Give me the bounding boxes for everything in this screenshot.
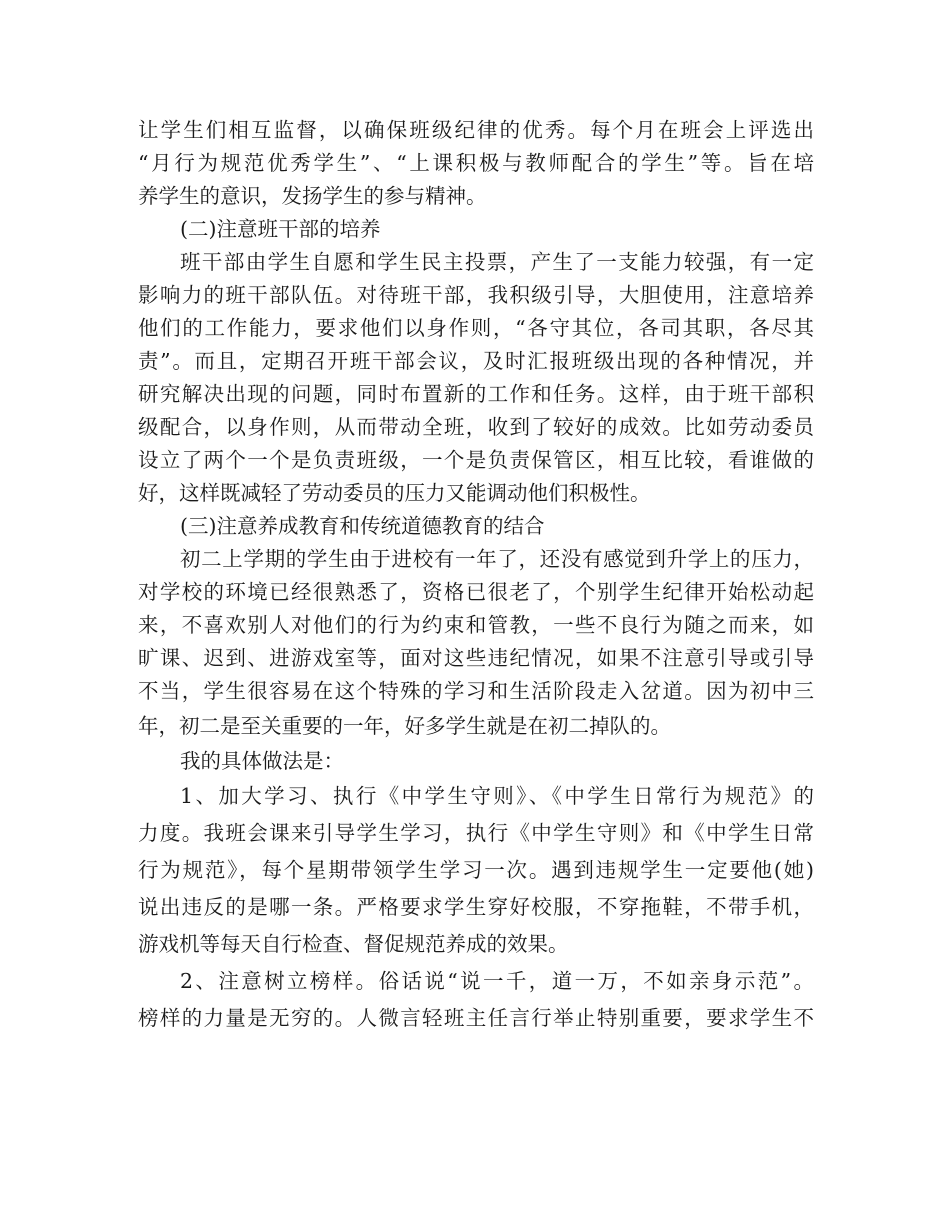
text-line: 年，初二是至关重要的一年，好多学生就是在初二掉队的。 <box>138 714 671 738</box>
text-line: 游戏机等每天自行检查、督促规范养成的效果。 <box>138 932 569 956</box>
text-line: 让学生们相互监督，以确保班级纪律的优秀。每个月在班会上评选出 <box>138 118 814 142</box>
text-line: 2、注意树立榜样。俗话说“说一千，道一万，不如亲身示范”。 <box>180 969 814 993</box>
text-line: 养学生的意识，发扬学生的参与精神。 <box>138 184 487 208</box>
text-line: 力度。我班会课来引导学生学习，执行《中学生守则》和《中学生日常 <box>138 821 814 845</box>
text-line: 1、加大学习、执行《中学生守则》、《中学生日常行为规范》的 <box>180 784 814 808</box>
text-line: 说出违反的是哪一条。严格要求学生穿好校服，不穿拖鞋，不带手机， <box>138 895 814 919</box>
text-line: 旷课、迟到、进游戏室等，面对这些违纪情况，如果不注意引导或引导 <box>138 646 814 670</box>
text-line: 影响力的班干部队伍。对待班干部，我积级引导，大胆使用，注意培养 <box>138 283 814 307</box>
text-line: 我的具体做法是： <box>180 749 344 773</box>
section-heading: (二)注意班干部的培养 <box>180 217 381 241</box>
text-line: “月行为规范优秀学生”、“上课积极与教师配合的学生”等。旨在培 <box>138 151 814 175</box>
text-line: 来，不喜欢别人对他们的行为约束和管教，一些不良行为随之而来，如 <box>138 613 814 637</box>
text-line: 对学校的环境已经很熟悉了，资格已很老了，个别学生纪律开始松动起 <box>138 580 814 604</box>
document-page <box>138 114 814 1037</box>
text-line: 班干部由学生自愿和学生民主投票，产生了一支能力较强，有一定 <box>180 250 814 274</box>
text-line: 他们的工作能力，要求他们以身作则，“各守其位，各司其职，各尽其 <box>138 316 814 340</box>
text-line: 责”。而且，定期召开班干部会议，及时汇报班级出现的各种情况，并 <box>138 349 814 373</box>
text-line: 不当，学生很容易在这个特殊的学习和生活阶段走入岔道。因为初中三 <box>138 679 814 703</box>
text-line: 研究解决出现的问题，同时布置新的工作和任务。这样，由于班干部积 <box>138 382 814 406</box>
text-line: 榜样的力量是无穷的。人微言轻班主任言行举止特别重要，要求学生不 <box>138 1006 814 1030</box>
section-heading: (三)注意养成教育和传统道德教育的结合 <box>180 514 545 538</box>
text-line: 初二上学期的学生由于进校有一年了，还没有感觉到升学上的压力， <box>180 547 814 571</box>
text-line: 设立了两个一个是负责班级，一个是负责保管区，相互比较，看谁做的 <box>138 448 814 472</box>
text-line: 级配合，以身作则，从而带动全班，收到了较好的成效。比如劳动委员 <box>138 415 814 439</box>
text-line: 行为规范》，每个星期带领学生学习一次。遇到违规学生一定要他(她) <box>138 858 814 882</box>
text-line: 好，这样既减轻了劳动委员的压力又能调动他们积极性。 <box>138 481 651 505</box>
